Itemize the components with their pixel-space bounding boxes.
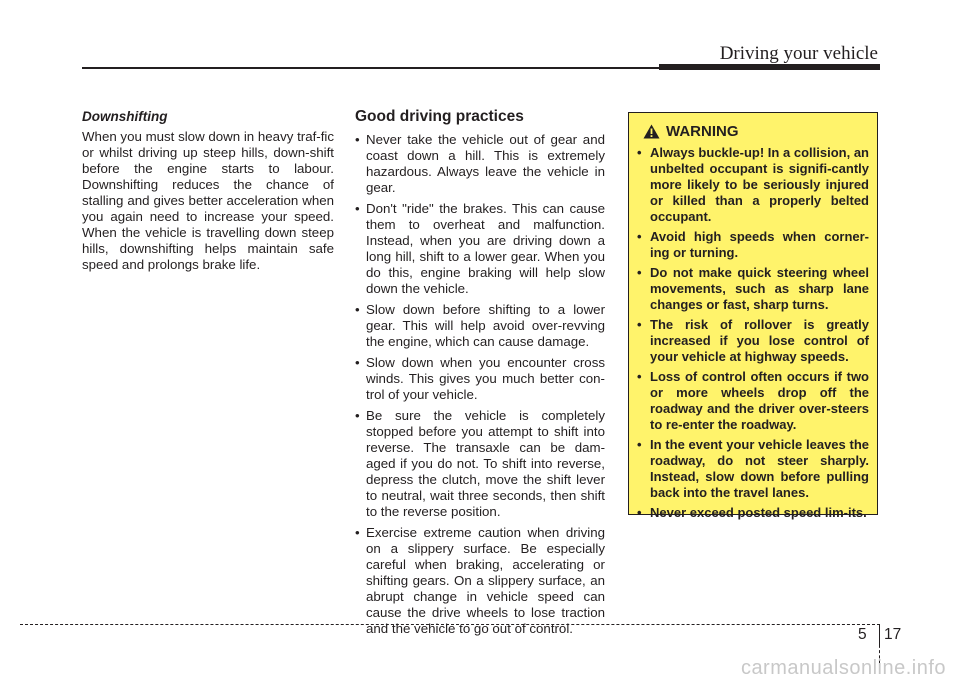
list-item <box>637 369 869 433</box>
footer-dashed-rule <box>20 624 880 625</box>
list-item-text: Slow down before shifting to a lower gear. This will help avoid over-revving the engine, which can cause damage. <box>366 302 605 349</box>
list-item <box>637 229 869 261</box>
list-item <box>637 145 869 225</box>
downshifting-subheading: Downshifting <box>82 109 168 124</box>
list-item <box>355 355 605 403</box>
list-item-text: Always buckle-up! In a collision, an unbelted occupant is signifi-cantly more likely to be seriously injured or killed than a properly belted occupant. <box>650 145 869 224</box>
bullet-marker: • <box>355 355 360 370</box>
bullet-marker: • <box>355 302 360 317</box>
list-item-text: Never take the vehicle out of gear and coast down a hill. This is extremely hazardous. Always leave the vehicle in gear. <box>366 132 605 195</box>
good-driving-list <box>355 132 605 637</box>
bullet-marker: • <box>355 201 360 216</box>
warning-list <box>637 145 869 525</box>
list-item-text: Avoid high speeds when corner-ing or turning. <box>650 229 869 260</box>
list-item <box>355 201 605 297</box>
list-item-text: Exercise extreme caution when driving on a slippery surface. Be especially careful when braking, accelerating or shifting gears. On a slippery surface, an abrupt change in vehicle speed can cause the drive wheels to lose traction and the vehicle to go out of control. <box>366 525 605 636</box>
list-item <box>355 525 605 637</box>
bullet-marker: • <box>355 132 360 147</box>
list-item-text: Be sure the vehicle is completely stopped before you attempt to shift into reverse. The transaxle can be dam-aged if you do not. To shift into reverse, depress the clutch, move the shift lever to neutral, wait three seconds, then shift to the reverse position. <box>366 408 605 519</box>
list-item-text: The risk of rollover is greatly increased if you lose control of your vehicle at highway speeds. <box>650 317 869 364</box>
list-item <box>355 408 605 520</box>
bullet-marker: • <box>355 408 360 423</box>
list-item <box>637 437 869 501</box>
list-item <box>637 317 869 365</box>
list-item <box>637 265 869 313</box>
good-driving-section <box>355 108 605 642</box>
downshifting-section <box>82 109 334 273</box>
bullet-marker: • <box>637 265 642 280</box>
list-item <box>355 132 605 196</box>
list-item-text: Do not make quick steering wheel movements, such as sharp lane changes or fast, sharp turns. <box>650 265 869 312</box>
bullet-marker: • <box>637 505 642 520</box>
page-number: 17 <box>884 626 902 643</box>
list-item-text: In the event your vehicle leaves the roadway, do not steer sharply. Instead, slow down before pulling back into the travel lanes. <box>650 437 869 500</box>
warning-header <box>643 123 739 140</box>
list-item-text: Loss of control often occurs if two or more wheels drop off the roadway and the driver over-steers to re-enter the roadway. <box>650 369 869 432</box>
warning-box <box>628 112 878 520</box>
bullet-marker: • <box>637 317 642 332</box>
bullet-marker: • <box>637 229 642 244</box>
watermark: carmanualsonline.info <box>740 657 946 679</box>
good-driving-title: Good driving practices <box>355 108 524 125</box>
list-item-text: Slow down when you encounter cross winds. This gives you much better con-trol of your vehicle. <box>366 355 605 402</box>
downshifting-paragraph: When you must slow down in heavy traf-fic or whilst driving up steep hills, down-shift before the engine starts to labour. Downshifting reduces the chance of stalling and gives better acceleration when you again need to increase your speed. When the vehicle is travelling down steep hills, downshifting helps maintain safe speed and prolongs brake life. <box>82 129 335 272</box>
bullet-marker: • <box>355 525 360 540</box>
warning-heading: WARNING <box>666 123 739 140</box>
page-number-separator <box>879 627 880 645</box>
bullet-marker: • <box>637 145 642 160</box>
chapter-number: 5 <box>858 626 867 643</box>
header-rule-accent <box>659 64 880 70</box>
list-item <box>637 505 869 521</box>
bullet-marker: • <box>637 437 642 452</box>
bullet-marker: • <box>637 369 642 384</box>
list-item-text: Never exceed posted speed lim-its. <box>650 505 867 520</box>
list-item <box>355 302 605 350</box>
list-item-text: Don't "ride" the brakes. This can cause them to overheat and malfunction. Instead, when you are driving down a long hill, shift to a lower gear. When you do this, engine braking will help slow down the vehicle. <box>366 201 605 296</box>
header-title: Driving your vehicle <box>719 43 878 64</box>
warning-triangle-icon <box>643 124 660 139</box>
